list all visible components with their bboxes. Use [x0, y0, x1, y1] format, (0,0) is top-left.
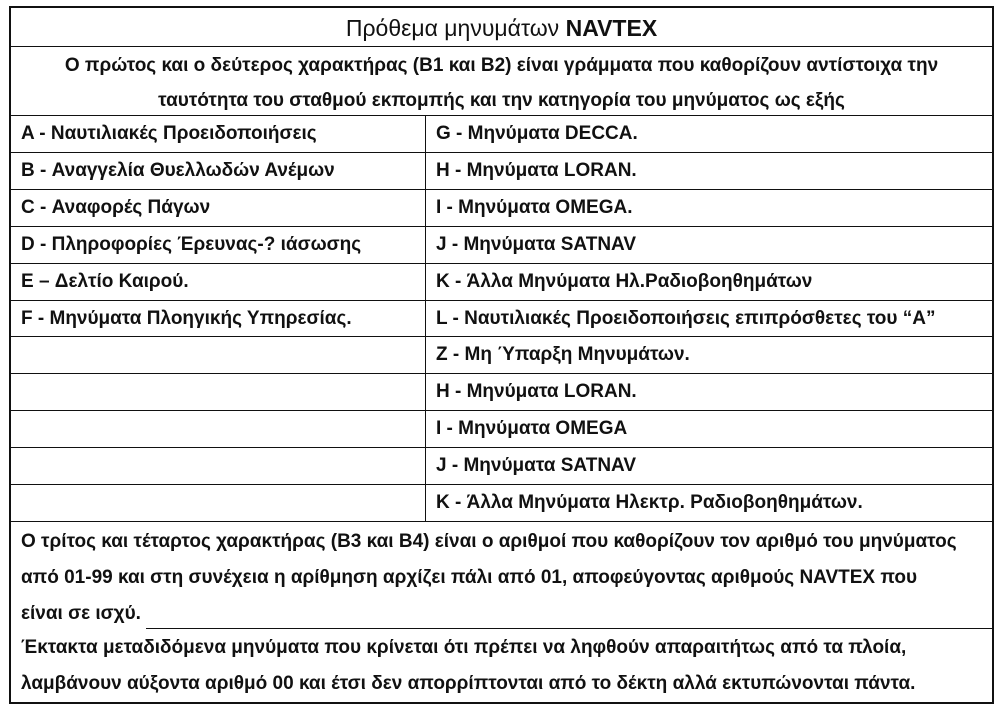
intro-paragraph [11, 48, 992, 117]
navtex-prefix-table [9, 6, 994, 704]
right-category-item: H - Μηνύματα LORAN. [436, 381, 637, 403]
right-category-item: J - Μηνύματα SATNAV [436, 233, 637, 255]
title-bold: NAVTEX [565, 15, 658, 41]
left-category-item: C - Αναφορές Πάγων [21, 196, 211, 218]
left-category-item: E – Δελτίο Καιρού. [21, 270, 189, 292]
numbering-paragraph [21, 524, 986, 632]
divider [11, 46, 992, 47]
urgent-line-2: λαμβάνουν αύξοντα αριθμό 00 και έτσι δεν απορρίπτονται από το δέκτη αλλά εκτυπώνονται πάντα. [21, 673, 916, 694]
urgent-paragraph [21, 630, 986, 702]
left-category-item: D - Πληροφορίες Έρευνας-? ιάσωσης [21, 233, 362, 255]
intro-line-1: Ο πρώτος και ο δεύτερος χαρακτήρας (B1 και B2) είναι γράμματα που καθορίζουν αντίστοιχα την [64, 55, 939, 76]
right-category-item: K - Άλλα Μηνύματα Ηλεκτρ. Ραδιοβοηθημάτων. [436, 492, 863, 513]
left-category-item: B - Αναγγελία Θυελλωδών Ανέμων [21, 159, 335, 181]
left-category-item: A - Ναυτιλιακές Προειδοποιήσεις [21, 123, 317, 144]
divider [146, 628, 992, 629]
right-category-item: I - Μηνύματα OMEGA [436, 418, 628, 440]
numbering-line-3: είναι σε ισχύ. [21, 603, 141, 624]
right-category-item: Z - Μη Ύπαρξη Μηνυμάτων. [436, 344, 690, 366]
numbering-line-2: από 01-99 και στη συνέχεια η αρίθμηση αρχίζει πάλι από 01, αποφεύγοντας αριθμούς NAVTEX που [21, 567, 918, 588]
right-category-item: K - Άλλα Μηνύματα Ηλ.Ραδιοβοηθημάτων [436, 270, 813, 292]
right-category-item: L - Ναυτιλιακές Προειδοποιήσεις επιπρόσθετες του “A” [436, 307, 936, 329]
right-category-item: G - Μηνύματα DECCA. [436, 123, 638, 144]
numbering-line-1: Ο τρίτος και τέταρτος χαρακτήρας (B3 και B4) είναι ο αριθμοί που καθορίζουν τον αριθμό του μηνύματος [21, 531, 957, 552]
column-divider [425, 115, 426, 521]
right-category-item: J - Μηνύματα SATNAV [436, 455, 637, 477]
left-category-item: F - Μηνύματα Πλοηγικής Υπηρεσίας. [21, 307, 352, 329]
title-text: Πρόθεμα μηνυμάτων [345, 15, 566, 41]
right-category-item: I - Μηνύματα OMEGA. [436, 196, 633, 218]
right-category-item: H - Μηνύματα LORAN. [436, 159, 637, 181]
divider [11, 521, 992, 522]
urgent-line-1: Έκτακτα μεταδιδόμενα μηνύματα που κρίνεται ότι πρέπει να ληφθούν απαραιτήτως από τα πλοία, [21, 637, 907, 658]
intro-line-2: ταυτότητα του σταθμού εκπομπής και την κατηγορία του μηνύματος ως εξής [158, 90, 845, 111]
table-title [11, 8, 992, 48]
